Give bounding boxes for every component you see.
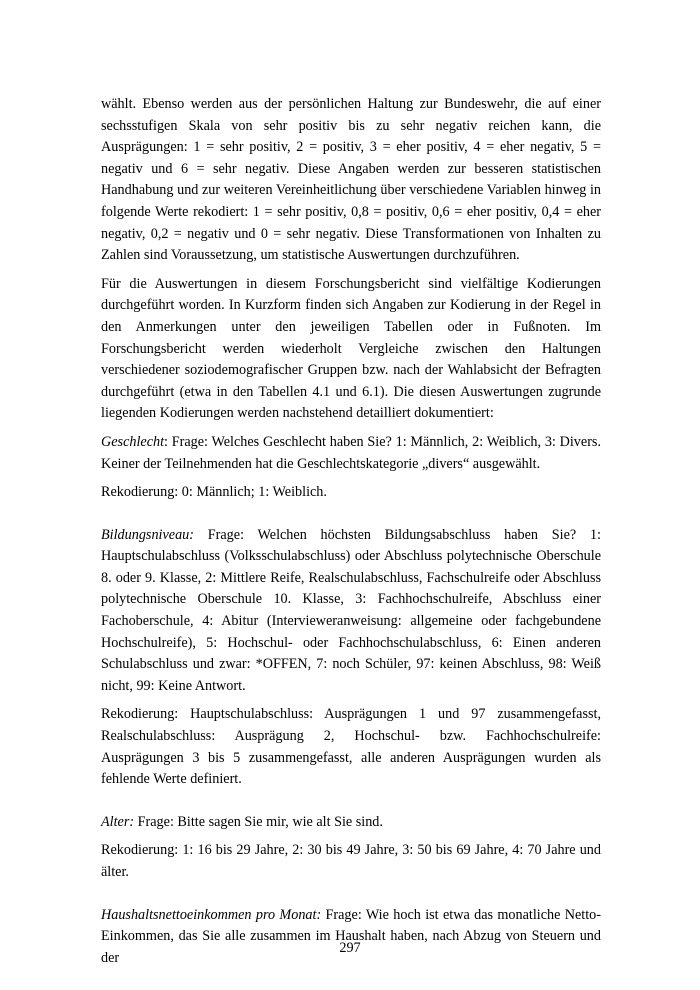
text-einkommen: Frage: Wie hoch ist etwa das monatliche Netto-Einkommen, das Sie alle zusammen im Haushalt haben, nach Abzug von Steuern und der [101, 906, 601, 966]
term-geschlecht: Geschlecht [101, 433, 165, 450]
page-body [101, 94, 601, 976]
paragraph-alter [101, 812, 601, 834]
recode-geschlecht: Rekodierung: 0: Männlich; 1: Weiblich. [101, 484, 327, 501]
paragraph-geschlecht [101, 432, 601, 475]
recode-alter: Rekodierung: 1: 16 bis 29 Jahre, 2: 30 bis 49 Jahre, 3: 50 bis 69 Jahre, 4: 70 Jahre und älter. [101, 842, 601, 880]
term-bildung: Bildungsniveau: [101, 526, 194, 543]
text-geschlecht: : Frage: Welches Geschlecht haben Sie? 1: Männlich, 2: Weiblich, 3: Divers. Keiner der Teilnehmenden hat die Geschlechtskategorie „divers“ ausgewählt. [101, 433, 601, 472]
term-alter: Alter: [101, 813, 135, 830]
recode-bildung: Rekodierung: Hauptschulabschluss: Ausprägungen 1 und 97 zusammengefasst, Realschulabschluss: Ausprägung 2, Hochschul- bzw. Fachhochschulreife: Ausprägungen 3 bis 5 zusammengefasst, alle anderen Ausprägungen wurden als fehlende Werte definiert. [101, 706, 601, 788]
text-bildung: Frage: Welchen höchsten Bildungsabschluss haben Sie? 1: Hauptschulabschluss (Volksschulabschluss) oder Abschluss polytechnische Oberschule 8. oder 9. Klasse, 2: Mittlere Reife, Realschulabschluss, Fachschulreife oder Abschluss polytechnische Oberschule 10. Klasse, 3: Fachhochschulreife, Abschluss einer Fachoberschule, 4: Abitur (Intervieweranweisung: allgemeine oder fachgebundene Hochschulreife), 5: Hochschul- oder Fachhochschulabschluss, 6: Einen anderen Schulabschluss und zwar: *OFFEN, 7: noch Schüler, 97: keinen Abschluss, 98: Weiß nicht, 99: Keine Antwort. [101, 526, 601, 694]
page-number: 297 [339, 940, 361, 956]
paragraph-einkommen [101, 905, 601, 970]
paragraph-skala: wählt. Ebenso werden aus der persönlichen Haltung zur Bundeswehr, die auf einer sechsstufigen Skala von sehr positiv bis zu sehr negativ reichen kann, die Ausprägungen: 1 = sehr positiv, 2 = positiv, 3 = eher positiv, 4 = eher negativ, 5 = negativ und 6 = sehr negativ. Diese Angaben werden zur besseren statistischen Handhabung und zur weiteren Vereinheitlichung über verschiedene Variablen hinweg in folgende Werte rekodiert: 1 = sehr positiv, 0,8 = positiv, 0,6 = eher positiv, 0,4 = eher negativ, 0,2 = negativ und 0 = sehr negativ. Diese Transformationen von Inhalten zu Zahlen sind Voraussetzung, um statistische Auswertungen durchzuführen. [101, 96, 601, 264]
paragraph-kodierungen: Für die Auswertungen in diesem Forschungsbericht sind vielfältige Kodierungen durchgeführt worden. In Kurzform finden sich Angaben zur Kodierung in der Regel in den Anmerkungen unter den jeweiligen Tabellen oder in Fußnoten. Im Forschungsbericht werden wiederholt Vergleiche zwischen den Haltungen verschiedener soziodemografischer Gruppen bzw. nach der Wahlabsicht der Befragten durchgeführt (etwa in den Tabellen 4.1 und 6.1). Die diesen Auswertungen zugrunde liegenden Kodierungen werden nachstehend detailliert dokumentiert: [101, 275, 601, 422]
text-alter: Frage: Bitte sagen Sie mir, wie alt Sie sind. [134, 813, 383, 830]
term-einkommen: Haushaltsnettoeinkommen pro Monat: [101, 906, 322, 923]
paragraph-bildung [101, 525, 601, 698]
